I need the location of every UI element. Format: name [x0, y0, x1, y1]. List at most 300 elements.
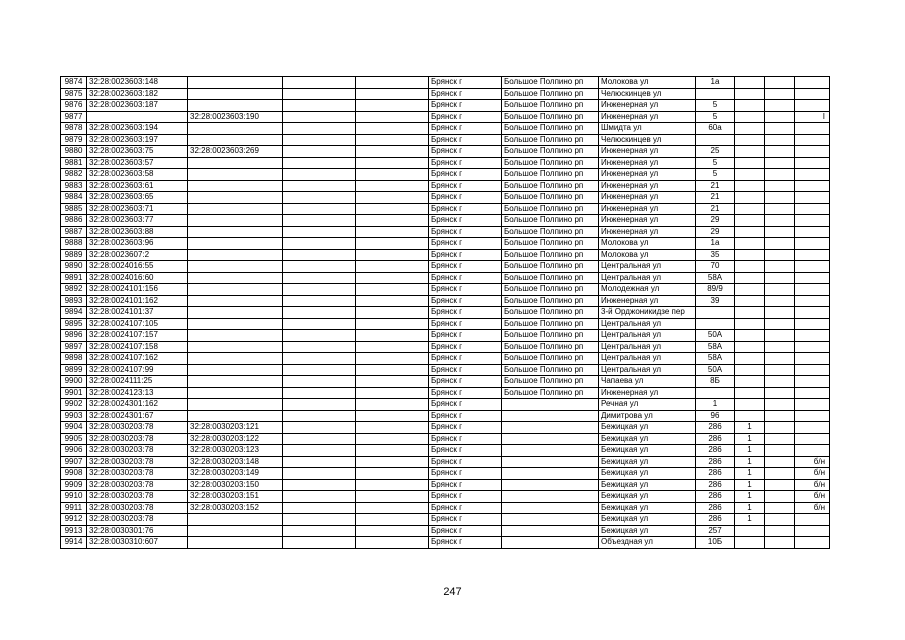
- table-row: [61, 330, 830, 342]
- table-row: [61, 468, 830, 480]
- row-number-cell: 9879: [61, 134, 87, 146]
- settlement-cell: Большое Полпино рп: [502, 376, 599, 388]
- settlement-cell: Большое Полпино рп: [502, 307, 599, 319]
- linked-cadastral-number-cell: 32:28:0023603:190: [188, 111, 283, 123]
- street-cell: Инженерная ул: [599, 157, 696, 169]
- house-number-cell: 10Б: [696, 537, 735, 549]
- block-cell: [765, 364, 795, 376]
- empty-cell: [356, 146, 429, 158]
- empty-cell: [283, 192, 356, 204]
- house-number-cell: 5: [696, 111, 735, 123]
- house-number-cell: 286: [696, 422, 735, 434]
- settlement-cell: [502, 445, 599, 457]
- block-cell: [765, 192, 795, 204]
- block-cell: [765, 203, 795, 215]
- settlement-cell: Большое Полпино рп: [502, 157, 599, 169]
- cadastral-number-cell: 32:28:0024101:162: [87, 295, 188, 307]
- block-cell: [765, 330, 795, 342]
- table-row: [61, 77, 830, 89]
- building-cell: 1: [735, 491, 765, 503]
- settlement-cell: Большое Полпино рп: [502, 226, 599, 238]
- building-cell: [735, 261, 765, 273]
- settlement-cell: Большое Полпино рп: [502, 215, 599, 227]
- cadastral-number-cell: 32:28:0023603:182: [87, 88, 188, 100]
- city-cell: Брянск г: [429, 261, 502, 273]
- apartment-cell: [795, 410, 830, 422]
- empty-cell: [283, 445, 356, 457]
- row-number-cell: 9900: [61, 376, 87, 388]
- city-cell: Брянск г: [429, 445, 502, 457]
- street-cell: Димитрова ул: [599, 410, 696, 422]
- row-number-cell: 9906: [61, 445, 87, 457]
- house-number-cell: 5: [696, 100, 735, 112]
- empty-cell: [356, 307, 429, 319]
- apartment-cell: [795, 134, 830, 146]
- city-cell: Брянск г: [429, 433, 502, 445]
- registry-table: [60, 76, 830, 549]
- block-cell: [765, 502, 795, 514]
- city-cell: Брянск г: [429, 192, 502, 204]
- linked-cadastral-number-cell: [188, 364, 283, 376]
- apartment-cell: [795, 514, 830, 526]
- block-cell: [765, 100, 795, 112]
- building-cell: [735, 134, 765, 146]
- apartment-cell: [795, 353, 830, 365]
- linked-cadastral-number-cell: [188, 238, 283, 250]
- registry-table-body: [61, 77, 830, 549]
- empty-cell: [283, 226, 356, 238]
- row-number-cell: 9913: [61, 525, 87, 537]
- cadastral-number-cell: 32:28:0024101:37: [87, 307, 188, 319]
- building-cell: [735, 284, 765, 296]
- settlement-cell: [502, 479, 599, 491]
- apartment-cell: [795, 157, 830, 169]
- row-number-cell: 9881: [61, 157, 87, 169]
- linked-cadastral-number-cell: [188, 387, 283, 399]
- linked-cadastral-number-cell: [188, 77, 283, 89]
- table-row: [61, 479, 830, 491]
- block-cell: [765, 180, 795, 192]
- empty-cell: [283, 272, 356, 284]
- building-cell: [735, 88, 765, 100]
- block-cell: [765, 157, 795, 169]
- settlement-cell: [502, 422, 599, 434]
- street-cell: Инженерная ул: [599, 100, 696, 112]
- empty-cell: [356, 433, 429, 445]
- apartment-cell: I: [795, 111, 830, 123]
- city-cell: Брянск г: [429, 134, 502, 146]
- city-cell: Брянск г: [429, 537, 502, 549]
- street-cell: Бежицкая ул: [599, 422, 696, 434]
- empty-cell: [283, 387, 356, 399]
- table-row: [61, 111, 830, 123]
- house-number-cell: 1а: [696, 77, 735, 89]
- linked-cadastral-number-cell: 32:28:0030203:152: [188, 502, 283, 514]
- linked-cadastral-number-cell: [188, 525, 283, 537]
- linked-cadastral-number-cell: [188, 399, 283, 411]
- block-cell: [765, 88, 795, 100]
- house-number-cell: 89/9: [696, 284, 735, 296]
- table-row: [61, 376, 830, 388]
- empty-cell: [283, 376, 356, 388]
- city-cell: Брянск г: [429, 514, 502, 526]
- apartment-cell: [795, 284, 830, 296]
- row-number-cell: 9898: [61, 353, 87, 365]
- city-cell: Брянск г: [429, 491, 502, 503]
- cadastral-number-cell: 32:28:0023603:65: [87, 192, 188, 204]
- city-cell: Брянск г: [429, 238, 502, 250]
- house-number-cell: [696, 134, 735, 146]
- cadastral-number-cell: 32:28:0024107:157: [87, 330, 188, 342]
- building-cell: [735, 318, 765, 330]
- street-cell: Инженерная ул: [599, 192, 696, 204]
- house-number-cell: 286: [696, 491, 735, 503]
- settlement-cell: Большое Полпино рп: [502, 77, 599, 89]
- table-row: [61, 353, 830, 365]
- building-cell: [735, 353, 765, 365]
- house-number-cell: 21: [696, 203, 735, 215]
- building-cell: 1: [735, 456, 765, 468]
- empty-cell: [356, 203, 429, 215]
- city-cell: Брянск г: [429, 307, 502, 319]
- street-cell: Инженерная ул: [599, 226, 696, 238]
- row-number-cell: 9887: [61, 226, 87, 238]
- settlement-cell: Большое Полпино рп: [502, 272, 599, 284]
- block-cell: [765, 295, 795, 307]
- linked-cadastral-number-cell: [188, 330, 283, 342]
- row-number-cell: 9907: [61, 456, 87, 468]
- empty-cell: [283, 215, 356, 227]
- linked-cadastral-number-cell: [188, 410, 283, 422]
- apartment-cell: [795, 525, 830, 537]
- street-cell: Молодежная ул: [599, 284, 696, 296]
- empty-cell: [356, 77, 429, 89]
- apartment-cell: [795, 341, 830, 353]
- block-cell: [765, 399, 795, 411]
- house-number-cell: 1: [696, 399, 735, 411]
- row-number-cell: 9876: [61, 100, 87, 112]
- street-cell: Бежицкая ул: [599, 433, 696, 445]
- apartment-cell: [795, 364, 830, 376]
- street-cell: Шмидта ул: [599, 123, 696, 135]
- row-number-cell: 9903: [61, 410, 87, 422]
- row-number-cell: 9893: [61, 295, 87, 307]
- city-cell: Брянск г: [429, 330, 502, 342]
- table-row: [61, 192, 830, 204]
- cadastral-number-cell: 32:28:0024101:156: [87, 284, 188, 296]
- cadastral-number-cell: 32:28:0030203:78: [87, 514, 188, 526]
- building-cell: 1: [735, 514, 765, 526]
- city-cell: Брянск г: [429, 123, 502, 135]
- house-number-cell: [696, 318, 735, 330]
- house-number-cell: 39: [696, 295, 735, 307]
- city-cell: Брянск г: [429, 399, 502, 411]
- row-number-cell: 9890: [61, 261, 87, 273]
- empty-cell: [283, 203, 356, 215]
- empty-cell: [356, 88, 429, 100]
- apartment-cell: [795, 226, 830, 238]
- city-cell: Брянск г: [429, 77, 502, 89]
- block-cell: [765, 525, 795, 537]
- empty-cell: [356, 261, 429, 273]
- table-row: [61, 537, 830, 549]
- city-cell: Брянск г: [429, 502, 502, 514]
- building-cell: [735, 387, 765, 399]
- apartment-cell: б/н: [795, 479, 830, 491]
- building-cell: 1: [735, 502, 765, 514]
- row-number-cell: 9905: [61, 433, 87, 445]
- row-number-cell: 9888: [61, 238, 87, 250]
- row-number-cell: 9908: [61, 468, 87, 480]
- street-cell: Инженерная ул: [599, 295, 696, 307]
- table-row: [61, 123, 830, 135]
- building-cell: [735, 376, 765, 388]
- apartment-cell: [795, 387, 830, 399]
- apartment-cell: [795, 100, 830, 112]
- row-number-cell: 9909: [61, 479, 87, 491]
- apartment-cell: [795, 422, 830, 434]
- settlement-cell: [502, 410, 599, 422]
- building-cell: 1: [735, 468, 765, 480]
- table-row: [61, 100, 830, 112]
- table-row: [61, 456, 830, 468]
- empty-cell: [283, 77, 356, 89]
- empty-cell: [356, 295, 429, 307]
- building-cell: [735, 77, 765, 89]
- building-cell: [735, 295, 765, 307]
- row-number-cell: 9875: [61, 88, 87, 100]
- empty-cell: [283, 364, 356, 376]
- linked-cadastral-number-cell: 32:28:0030203:149: [188, 468, 283, 480]
- house-number-cell: 8Б: [696, 376, 735, 388]
- settlement-cell: [502, 456, 599, 468]
- linked-cadastral-number-cell: [188, 123, 283, 135]
- empty-cell: [356, 111, 429, 123]
- linked-cadastral-number-cell: [188, 169, 283, 181]
- building-cell: [735, 169, 765, 181]
- city-cell: Брянск г: [429, 203, 502, 215]
- block-cell: [765, 307, 795, 319]
- table-row: [61, 410, 830, 422]
- empty-cell: [283, 157, 356, 169]
- street-cell: Инженерная ул: [599, 169, 696, 181]
- empty-cell: [356, 422, 429, 434]
- linked-cadastral-number-cell: 32:28:0030203:150: [188, 479, 283, 491]
- block-cell: [765, 226, 795, 238]
- apartment-cell: [795, 261, 830, 273]
- table-row: [61, 525, 830, 537]
- empty-cell: [356, 284, 429, 296]
- city-cell: Брянск г: [429, 353, 502, 365]
- cadastral-number-cell: 32:28:0023603:77: [87, 215, 188, 227]
- table-row: [61, 295, 830, 307]
- linked-cadastral-number-cell: [188, 157, 283, 169]
- street-cell: Бежицкая ул: [599, 479, 696, 491]
- street-cell: Центральная ул: [599, 364, 696, 376]
- empty-cell: [283, 238, 356, 250]
- street-cell: Бежицкая ул: [599, 514, 696, 526]
- street-cell: Инженерная ул: [599, 215, 696, 227]
- house-number-cell: 286: [696, 456, 735, 468]
- apartment-cell: [795, 146, 830, 158]
- house-number-cell: 286: [696, 433, 735, 445]
- house-number-cell: [696, 307, 735, 319]
- linked-cadastral-number-cell: [188, 353, 283, 365]
- house-number-cell: 58А: [696, 353, 735, 365]
- row-number-cell: 9902: [61, 399, 87, 411]
- empty-cell: [356, 134, 429, 146]
- cadastral-number-cell: 32:28:0023603:57: [87, 157, 188, 169]
- table-row: [61, 364, 830, 376]
- table-row: [61, 261, 830, 273]
- house-number-cell: 70: [696, 261, 735, 273]
- settlement-cell: [502, 433, 599, 445]
- house-number-cell: 25: [696, 146, 735, 158]
- empty-cell: [356, 525, 429, 537]
- row-number-cell: 9910: [61, 491, 87, 503]
- block-cell: [765, 249, 795, 261]
- cadastral-number-cell: 32:28:0023603:197: [87, 134, 188, 146]
- table-row: [61, 502, 830, 514]
- building-cell: [735, 272, 765, 284]
- block-cell: [765, 134, 795, 146]
- cadastral-number-cell: 32:28:0024301:67: [87, 410, 188, 422]
- row-number-cell: 9874: [61, 77, 87, 89]
- empty-cell: [356, 376, 429, 388]
- empty-cell: [356, 180, 429, 192]
- row-number-cell: 9885: [61, 203, 87, 215]
- linked-cadastral-number-cell: 32:28:0023603:269: [188, 146, 283, 158]
- row-number-cell: 9901: [61, 387, 87, 399]
- street-cell: Бежицкая ул: [599, 445, 696, 457]
- empty-cell: [283, 433, 356, 445]
- cadastral-number-cell: 32:28:0023607:2: [87, 249, 188, 261]
- city-cell: Брянск г: [429, 284, 502, 296]
- settlement-cell: Большое Полпино рп: [502, 364, 599, 376]
- table-row: [61, 422, 830, 434]
- empty-cell: [283, 134, 356, 146]
- apartment-cell: [795, 88, 830, 100]
- cadastral-number-cell: 32:28:0023603:96: [87, 238, 188, 250]
- house-number-cell: 50А: [696, 364, 735, 376]
- empty-cell: [283, 295, 356, 307]
- linked-cadastral-number-cell: [188, 100, 283, 112]
- empty-cell: [283, 479, 356, 491]
- linked-cadastral-number-cell: 32:28:0030203:151: [188, 491, 283, 503]
- building-cell: [735, 123, 765, 135]
- settlement-cell: Большое Полпино рп: [502, 134, 599, 146]
- empty-cell: [283, 284, 356, 296]
- cadastral-number-cell: 32:28:0023603:61: [87, 180, 188, 192]
- cadastral-number-cell: 32:28:0030203:78: [87, 456, 188, 468]
- apartment-cell: [795, 249, 830, 261]
- apartment-cell: [795, 307, 830, 319]
- empty-cell: [356, 330, 429, 342]
- street-cell: Молокова ул: [599, 249, 696, 261]
- apartment-cell: [795, 537, 830, 549]
- block-cell: [765, 537, 795, 549]
- street-cell: Речная ул: [599, 399, 696, 411]
- cadastral-number-cell: 32:28:0030203:78: [87, 502, 188, 514]
- block-cell: [765, 146, 795, 158]
- block-cell: [765, 514, 795, 526]
- empty-cell: [356, 192, 429, 204]
- row-number-cell: 9911: [61, 502, 87, 514]
- street-cell: Бежицкая ул: [599, 502, 696, 514]
- table-row: [61, 387, 830, 399]
- empty-cell: [283, 146, 356, 158]
- block-cell: [765, 261, 795, 273]
- linked-cadastral-number-cell: [188, 284, 283, 296]
- house-number-cell: 35: [696, 249, 735, 261]
- settlement-cell: Большое Полпино рп: [502, 169, 599, 181]
- empty-cell: [283, 353, 356, 365]
- cadastral-number-cell: 32:28:0024301:162: [87, 399, 188, 411]
- empty-cell: [356, 272, 429, 284]
- cadastral-number-cell: 32:28:0030203:78: [87, 491, 188, 503]
- linked-cadastral-number-cell: [188, 215, 283, 227]
- row-number-cell: 9894: [61, 307, 87, 319]
- apartment-cell: б/н: [795, 502, 830, 514]
- building-cell: 1: [735, 422, 765, 434]
- table-row: [61, 514, 830, 526]
- cadastral-number-cell: 32:28:0024016:60: [87, 272, 188, 284]
- building-cell: [735, 226, 765, 238]
- building-cell: [735, 399, 765, 411]
- city-cell: Брянск г: [429, 146, 502, 158]
- house-number-cell: 29: [696, 226, 735, 238]
- table-row: [61, 445, 830, 457]
- building-cell: [735, 330, 765, 342]
- row-number-cell: 9882: [61, 169, 87, 181]
- apartment-cell: б/н: [795, 491, 830, 503]
- row-number-cell: 9891: [61, 272, 87, 284]
- apartment-cell: [795, 238, 830, 250]
- cadastral-number-cell: 32:28:0024107:162: [87, 353, 188, 365]
- empty-cell: [356, 249, 429, 261]
- row-number-cell: 9892: [61, 284, 87, 296]
- street-cell: Инженерная ул: [599, 203, 696, 215]
- table-row: [61, 203, 830, 215]
- house-number-cell: 286: [696, 502, 735, 514]
- apartment-cell: [795, 445, 830, 457]
- linked-cadastral-number-cell: [188, 514, 283, 526]
- city-cell: Брянск г: [429, 468, 502, 480]
- house-number-cell: 286: [696, 468, 735, 480]
- settlement-cell: Большое Полпино рп: [502, 341, 599, 353]
- empty-cell: [283, 169, 356, 181]
- empty-cell: [356, 318, 429, 330]
- apartment-cell: [795, 330, 830, 342]
- street-cell: Инженерная ул: [599, 111, 696, 123]
- cadastral-number-cell: 32:28:0023603:187: [87, 100, 188, 112]
- settlement-cell: Большое Полпино рп: [502, 146, 599, 158]
- empty-cell: [356, 456, 429, 468]
- apartment-cell: б/н: [795, 468, 830, 480]
- empty-cell: [283, 537, 356, 549]
- block-cell: [765, 491, 795, 503]
- street-cell: Центральная ул: [599, 341, 696, 353]
- row-number-cell: 9886: [61, 215, 87, 227]
- building-cell: [735, 146, 765, 158]
- linked-cadastral-number-cell: [188, 307, 283, 319]
- city-cell: Брянск г: [429, 387, 502, 399]
- empty-cell: [283, 491, 356, 503]
- city-cell: Брянск г: [429, 410, 502, 422]
- house-number-cell: 58А: [696, 272, 735, 284]
- street-cell: Бежицкая ул: [599, 456, 696, 468]
- building-cell: [735, 525, 765, 537]
